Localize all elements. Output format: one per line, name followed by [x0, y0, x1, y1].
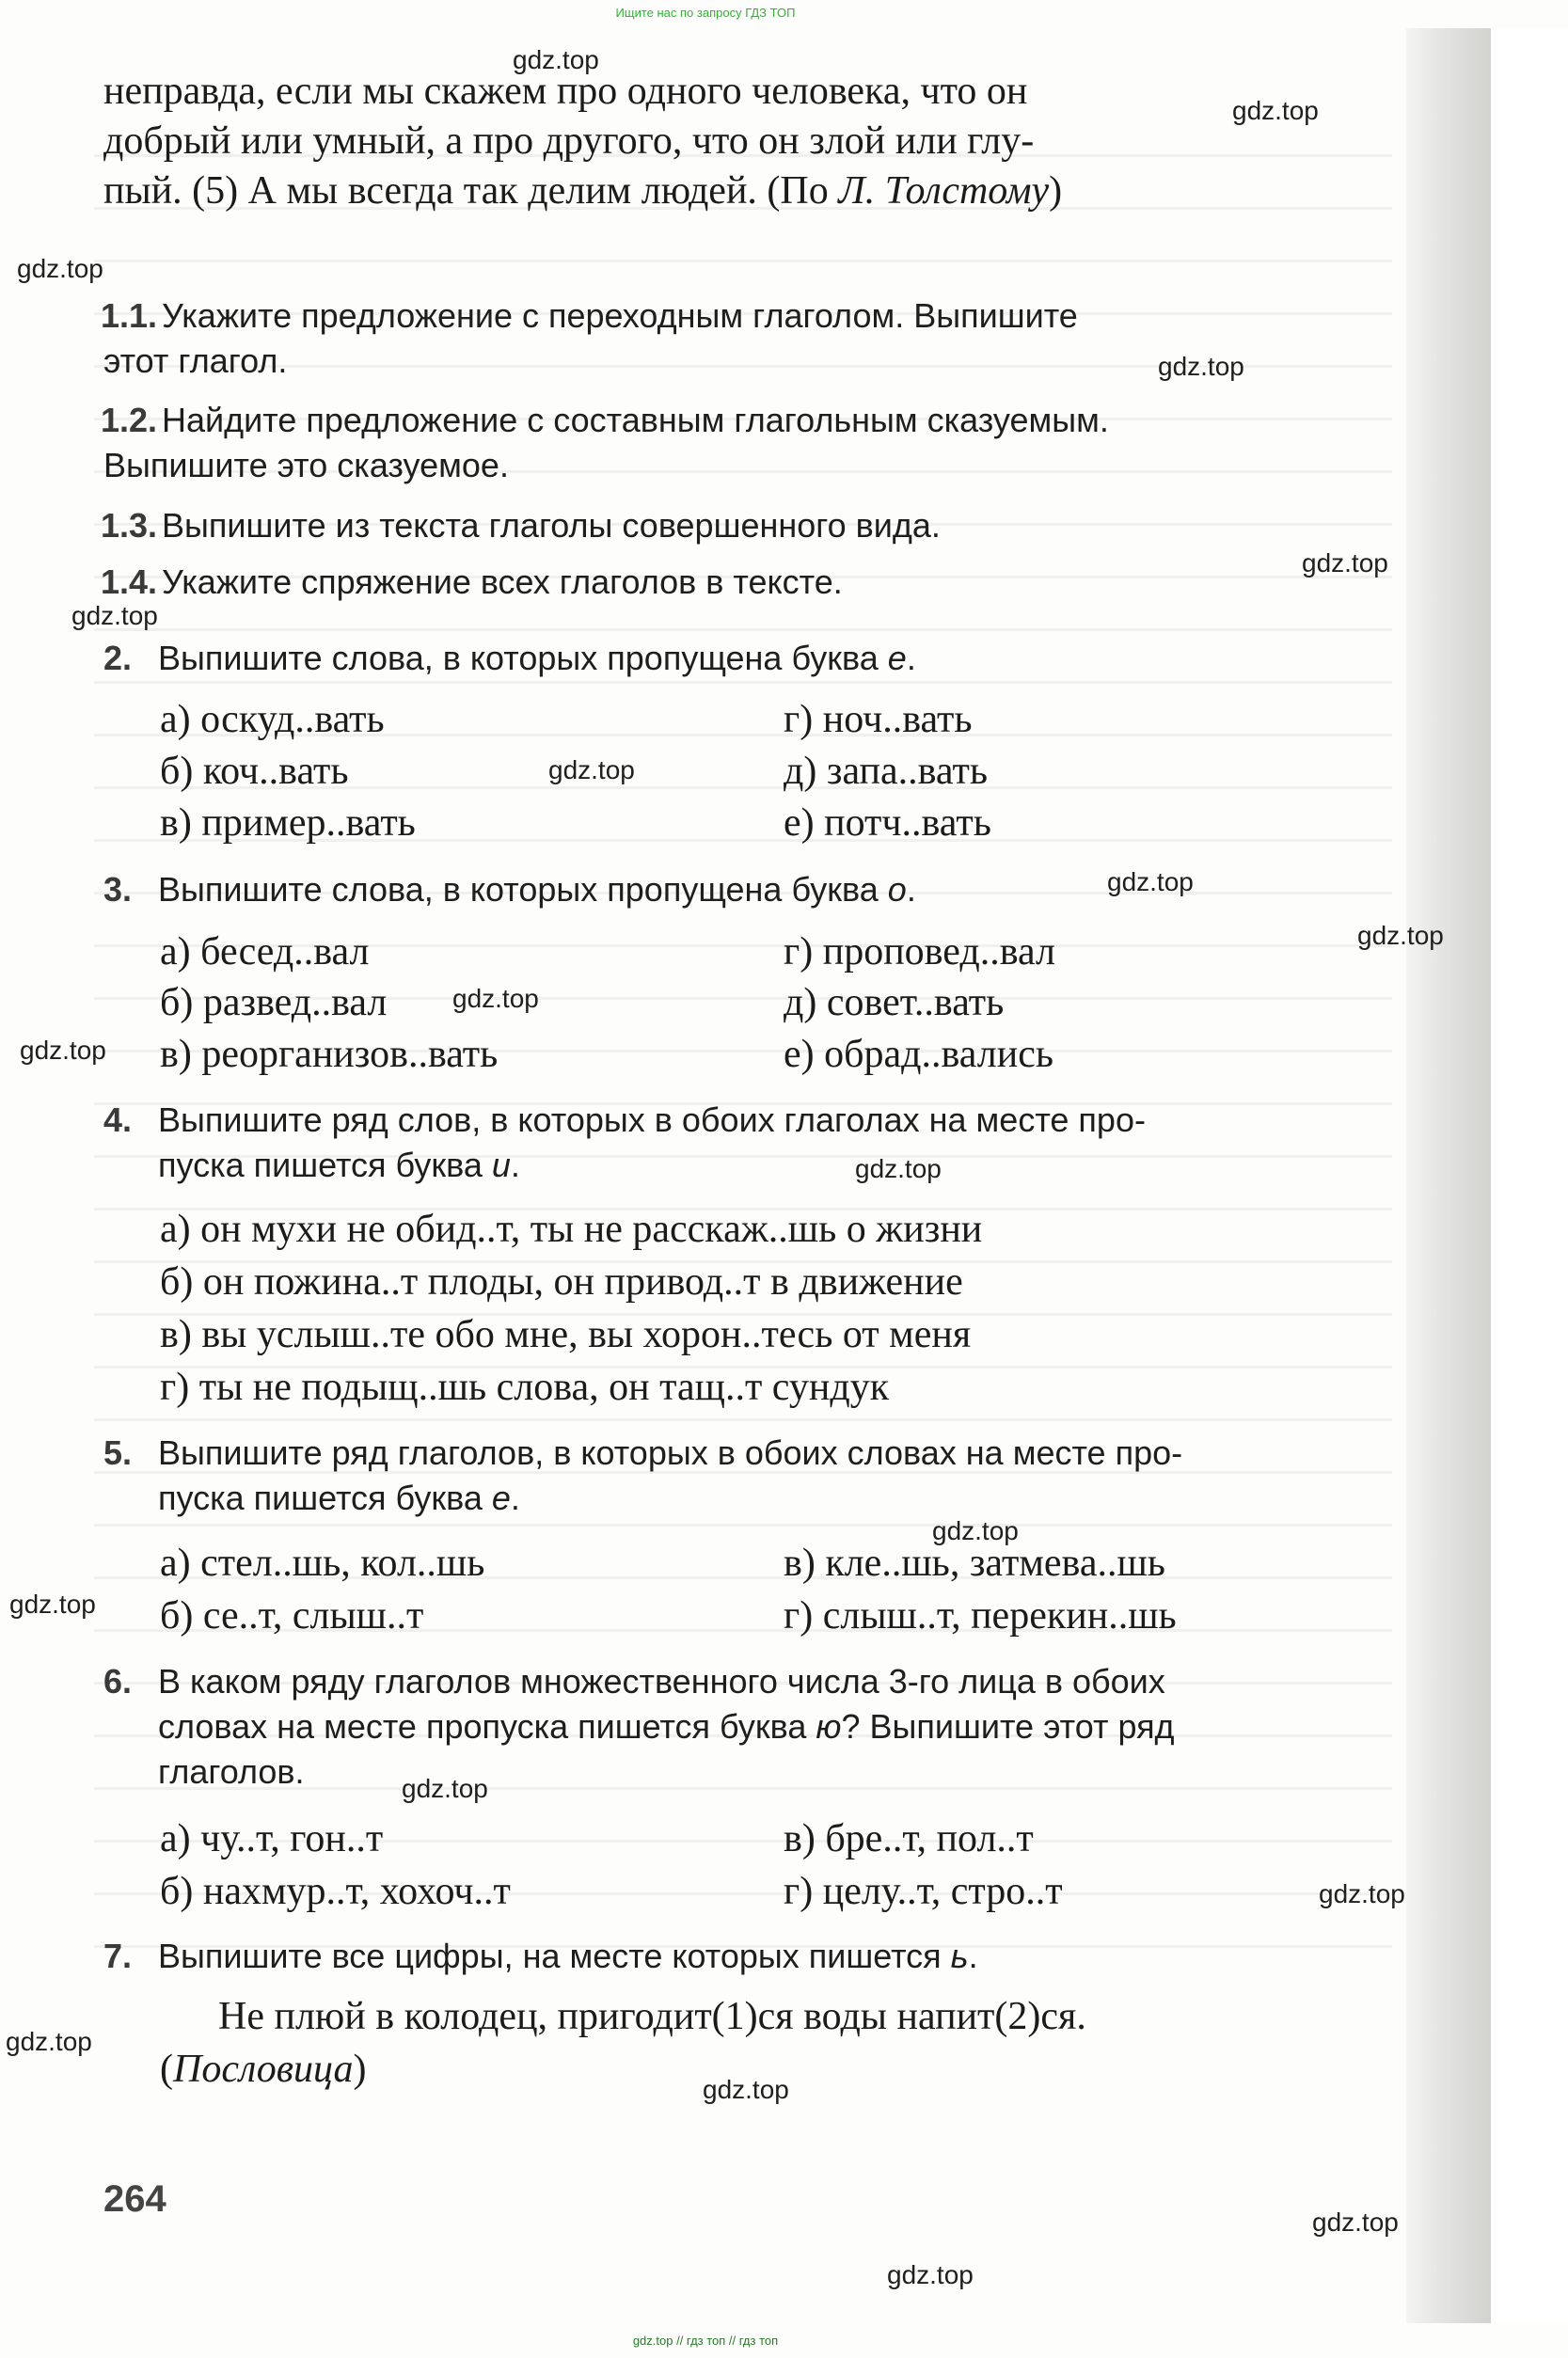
watermark: gdz.top: [452, 984, 539, 1013]
task-5: [103, 1431, 1392, 1521]
task-number: 3.: [103, 870, 133, 909]
task-text-main: Выпишите все цифры, на месте которых пишется: [158, 1937, 951, 1975]
task-text-main: Выпишите слова, в которых пропущена буква: [158, 639, 888, 677]
task-text: [103, 867, 1392, 912]
option-b: б) он пожина..т плоды, он привод..т в движение: [160, 1260, 963, 1304]
option-a: а) бесед..вал: [160, 930, 370, 973]
task-1-3: [103, 503, 1392, 548]
task-text-end: .: [968, 1937, 978, 1975]
option-v: в) вы услыш..те обо мне, вы хорон..тесь от меня: [160, 1313, 972, 1356]
watermark: gdz.top: [9, 1590, 96, 1619]
task-text-end: .: [510, 1479, 520, 1517]
task-text-end: .: [510, 1146, 520, 1184]
option-v: в) бре..т, пол..т: [784, 1817, 1034, 1860]
task-text: [103, 1143, 1392, 1188]
option-v: в) реорганизов..вать: [160, 1033, 499, 1076]
task-2: [103, 636, 1392, 681]
watermark: gdz.top: [548, 755, 635, 784]
watermark: gdz.top: [402, 1774, 488, 1803]
task-text-main: Выпишите слова, в которых пропущена буква: [158, 870, 888, 909]
task-3: [103, 867, 1392, 912]
option-v: в) кле..шь, затмева..шь: [784, 1542, 1165, 1585]
header-note[interactable]: Ищите нас по запросу ГДЗ ТОП: [615, 6, 796, 20]
watermark: gdz.top: [1107, 867, 1194, 896]
intro-line: [103, 166, 1392, 216]
source-close: ): [353, 2048, 367, 2091]
task-number: 1.2.: [101, 401, 158, 439]
intro-paragraph: [103, 67, 1392, 216]
intro-line: неправда, если мы скажем про одного человека, что он: [103, 70, 1028, 113]
task-letter: ь: [950, 1937, 969, 1975]
task-letter: е: [887, 639, 907, 677]
option-a: а) стел..шь, кол..шь: [160, 1542, 485, 1585]
task-text: этот глагол.: [103, 341, 288, 380]
task-text-main: пуска пишется буква: [158, 1146, 492, 1184]
watermark: gdz.top: [1312, 2208, 1399, 2237]
watermark: gdz.top: [703, 2075, 789, 2104]
watermark: gdz.top: [1302, 548, 1388, 578]
task-text: [103, 636, 1392, 681]
task-number: 2.: [103, 639, 133, 677]
source-open: (: [160, 2048, 173, 2091]
watermark: gdz.top: [20, 1036, 106, 1065]
watermark: gdz.top: [17, 254, 103, 283]
task-1-4: [103, 560, 1392, 605]
option-a: а) он мухи не обид..т, ты не расскаж..шь о жизни: [160, 1208, 983, 1251]
proverb-source: [160, 2045, 367, 2095]
task-letter: и: [491, 1146, 511, 1184]
task-text: Найдите предложение с составным глагольным сказуемым.: [162, 401, 1109, 439]
option-e: е) обрад..вались: [784, 1033, 1054, 1076]
option-v: в) пример..вать: [160, 801, 416, 845]
option-g: г) проповед..вал: [784, 930, 1055, 973]
task-text: Выпишите это сказуемое.: [103, 446, 509, 484]
task-6: [103, 1659, 1392, 1795]
option-g: г) слыш..т, перекин..шь: [784, 1594, 1177, 1638]
task-text: Выпишите ряд слов, в которых в обоих глаголах на месте про-: [158, 1100, 1146, 1139]
task-letter: ю: [816, 1707, 842, 1746]
proverb-text: Не плюй в колодец, пригодит(1)ся воды напит(2)ся.: [218, 1995, 1086, 2038]
task-text: Выпишите из текста глаголы совершенного вида.: [162, 506, 941, 545]
page-margin: [1491, 28, 1568, 2323]
task-text: [103, 1704, 1392, 1749]
option-a: а) оскуд..вать: [160, 698, 385, 741]
task-letter: о: [887, 870, 907, 909]
task-number: 6.: [103, 1662, 133, 1701]
task-text: В каком ряду глаголов множественного числа 3-го лица в обоих: [158, 1662, 1165, 1701]
watermark: gdz.top: [887, 2260, 974, 2289]
task-text-main: словах на месте пропуска пишется буква: [158, 1707, 816, 1746]
watermark: gdz.top: [1357, 921, 1444, 950]
intro-author: Л. Толстому: [838, 169, 1050, 213]
task-text: Укажите спряжение всех глаголов в тексте.: [162, 562, 843, 601]
option-e: е) потч..вать: [784, 801, 991, 845]
option-d: д) запа..вать: [784, 750, 988, 793]
intro-line: добрый или умный, а про другого, что он злой или глу-: [103, 119, 1035, 163]
footer-note[interactable]: gdz.top // гдз топ // гдз топ: [632, 2334, 779, 2348]
task-number: 1.1.: [101, 296, 158, 335]
watermark: gdz.top: [1158, 352, 1244, 381]
task-7: [103, 1934, 1392, 1979]
watermark: gdz.top: [1232, 96, 1319, 125]
task-number: 5.: [103, 1433, 133, 1472]
option-d: д) совет..вать: [784, 981, 1005, 1024]
watermark: gdz.top: [71, 601, 158, 630]
source-name: Пословица: [173, 2048, 354, 2091]
option-b: б) развед..вал: [160, 981, 388, 1024]
task-1-2: [103, 398, 1392, 488]
option-g: г) ты не подыщ..шь слова, он тащ..т сундук: [160, 1366, 890, 1409]
option-a: а) чу..т, гон..т: [160, 1817, 384, 1860]
option-g: г) целу..т, стро..т: [784, 1870, 1063, 1913]
task-text-main: пуска пишется буква: [158, 1479, 492, 1517]
option-b: б) се..т, слыш..т: [160, 1594, 424, 1638]
task-text: [103, 1476, 1392, 1521]
task-number: 4.: [103, 1100, 133, 1139]
watermark: gdz.top: [6, 2027, 92, 2056]
task-text-rest: ? Выпишите этот ряд: [841, 1707, 1175, 1746]
watermark: gdz.top: [1319, 1879, 1405, 1908]
option-b: б) нахмур..т, хохоч..т: [160, 1870, 511, 1913]
watermark: gdz.top: [855, 1154, 942, 1183]
task-text-end: .: [906, 639, 916, 677]
option-b: б) коч..вать: [160, 750, 349, 793]
task-text: [103, 1934, 1392, 1979]
intro-close: ): [1049, 169, 1063, 213]
watermark: gdz.top: [932, 1516, 1019, 1545]
intro-line-text: пый. (5) А мы всегда так делим людей. (По: [103, 169, 839, 213]
watermark: gdz.top: [513, 45, 599, 74]
task-text: Укажите предложение с переходным глаголом. Выпишите: [162, 296, 1078, 335]
task-number: 1.3.: [101, 506, 158, 545]
page-fold-shadow: [1406, 28, 1491, 2323]
option-g: г) ноч..вать: [784, 698, 973, 741]
task-number: 1.4.: [101, 562, 158, 601]
task-text: глаголов.: [158, 1752, 305, 1791]
task-letter: е: [491, 1479, 511, 1517]
page-number: 264: [103, 2178, 166, 2220]
task-text-end: .: [906, 870, 916, 909]
task-text: Выпишите ряд глаголов, в которых в обоих словах на месте про-: [158, 1433, 1183, 1472]
task-4: [103, 1098, 1392, 1188]
task-number: 7.: [103, 1937, 133, 1975]
